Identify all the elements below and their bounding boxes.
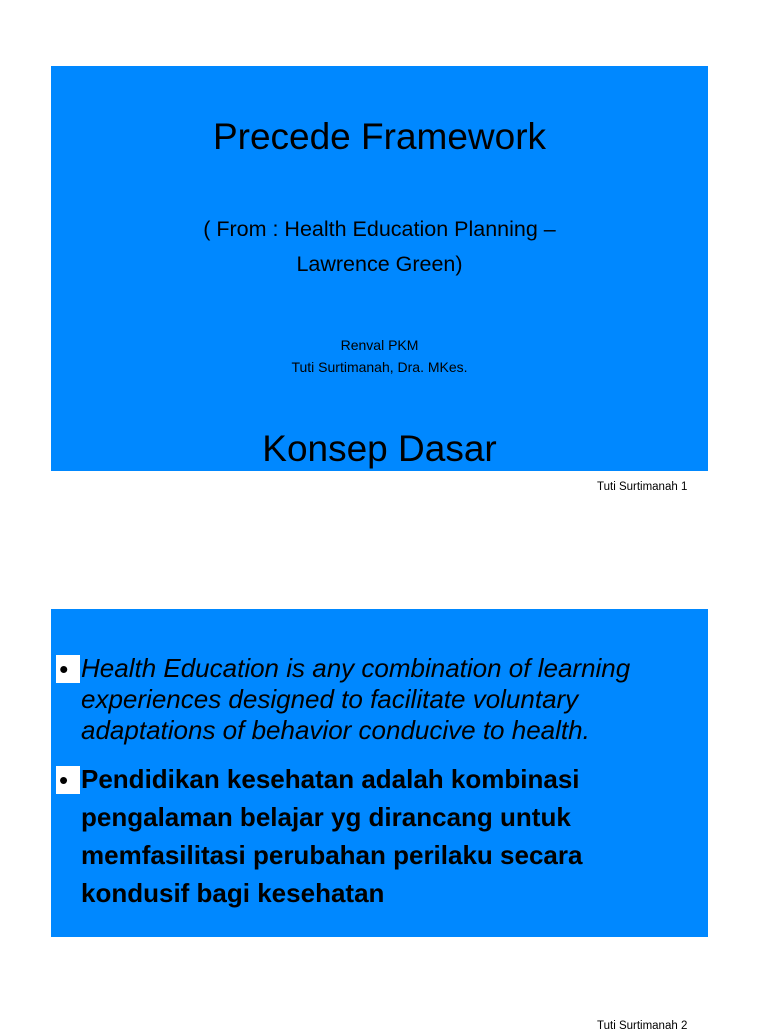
bullet-marker: • bbox=[56, 655, 80, 683]
bullet-list bbox=[51, 653, 708, 912]
bullet-text-indonesian: Pendidikan kesehatan adalah kombinasi pengalaman belajar yg dirancang untuk memfasilitasi perubahan perilaku secara kondusif bagi kesehatan bbox=[81, 764, 583, 908]
slide-subtitle bbox=[51, 212, 708, 282]
author-line-2: Tuti Surtimanah, Dra. MKes. bbox=[291, 359, 468, 375]
author-line-1: Renval PKM bbox=[340, 337, 419, 353]
slide-2-footer: Tuti Surtimanah 2 bbox=[597, 1020, 688, 1032]
bullet-text-english: Health Education is any combination of learning experiences designed to facilitate voluntary adaptations of behavior conducive to health. bbox=[81, 653, 631, 745]
subtitle-line-1: ( From : Health Education Planning – bbox=[203, 217, 556, 241]
slide-2 bbox=[51, 609, 708, 937]
author-block bbox=[51, 334, 708, 378]
slide-1 bbox=[51, 66, 708, 471]
bullet-marker: • bbox=[56, 766, 80, 794]
slide-heading: Konsep Dasar bbox=[262, 428, 497, 469]
bullet-item-indonesian bbox=[51, 760, 708, 912]
bullet-item-english bbox=[51, 653, 708, 746]
slide-1-footer: Tuti Surtimanah 1 bbox=[597, 481, 688, 493]
slide-title: Precede Framework bbox=[212, 116, 547, 157]
subtitle-line-2: Lawrence Green) bbox=[296, 252, 463, 276]
